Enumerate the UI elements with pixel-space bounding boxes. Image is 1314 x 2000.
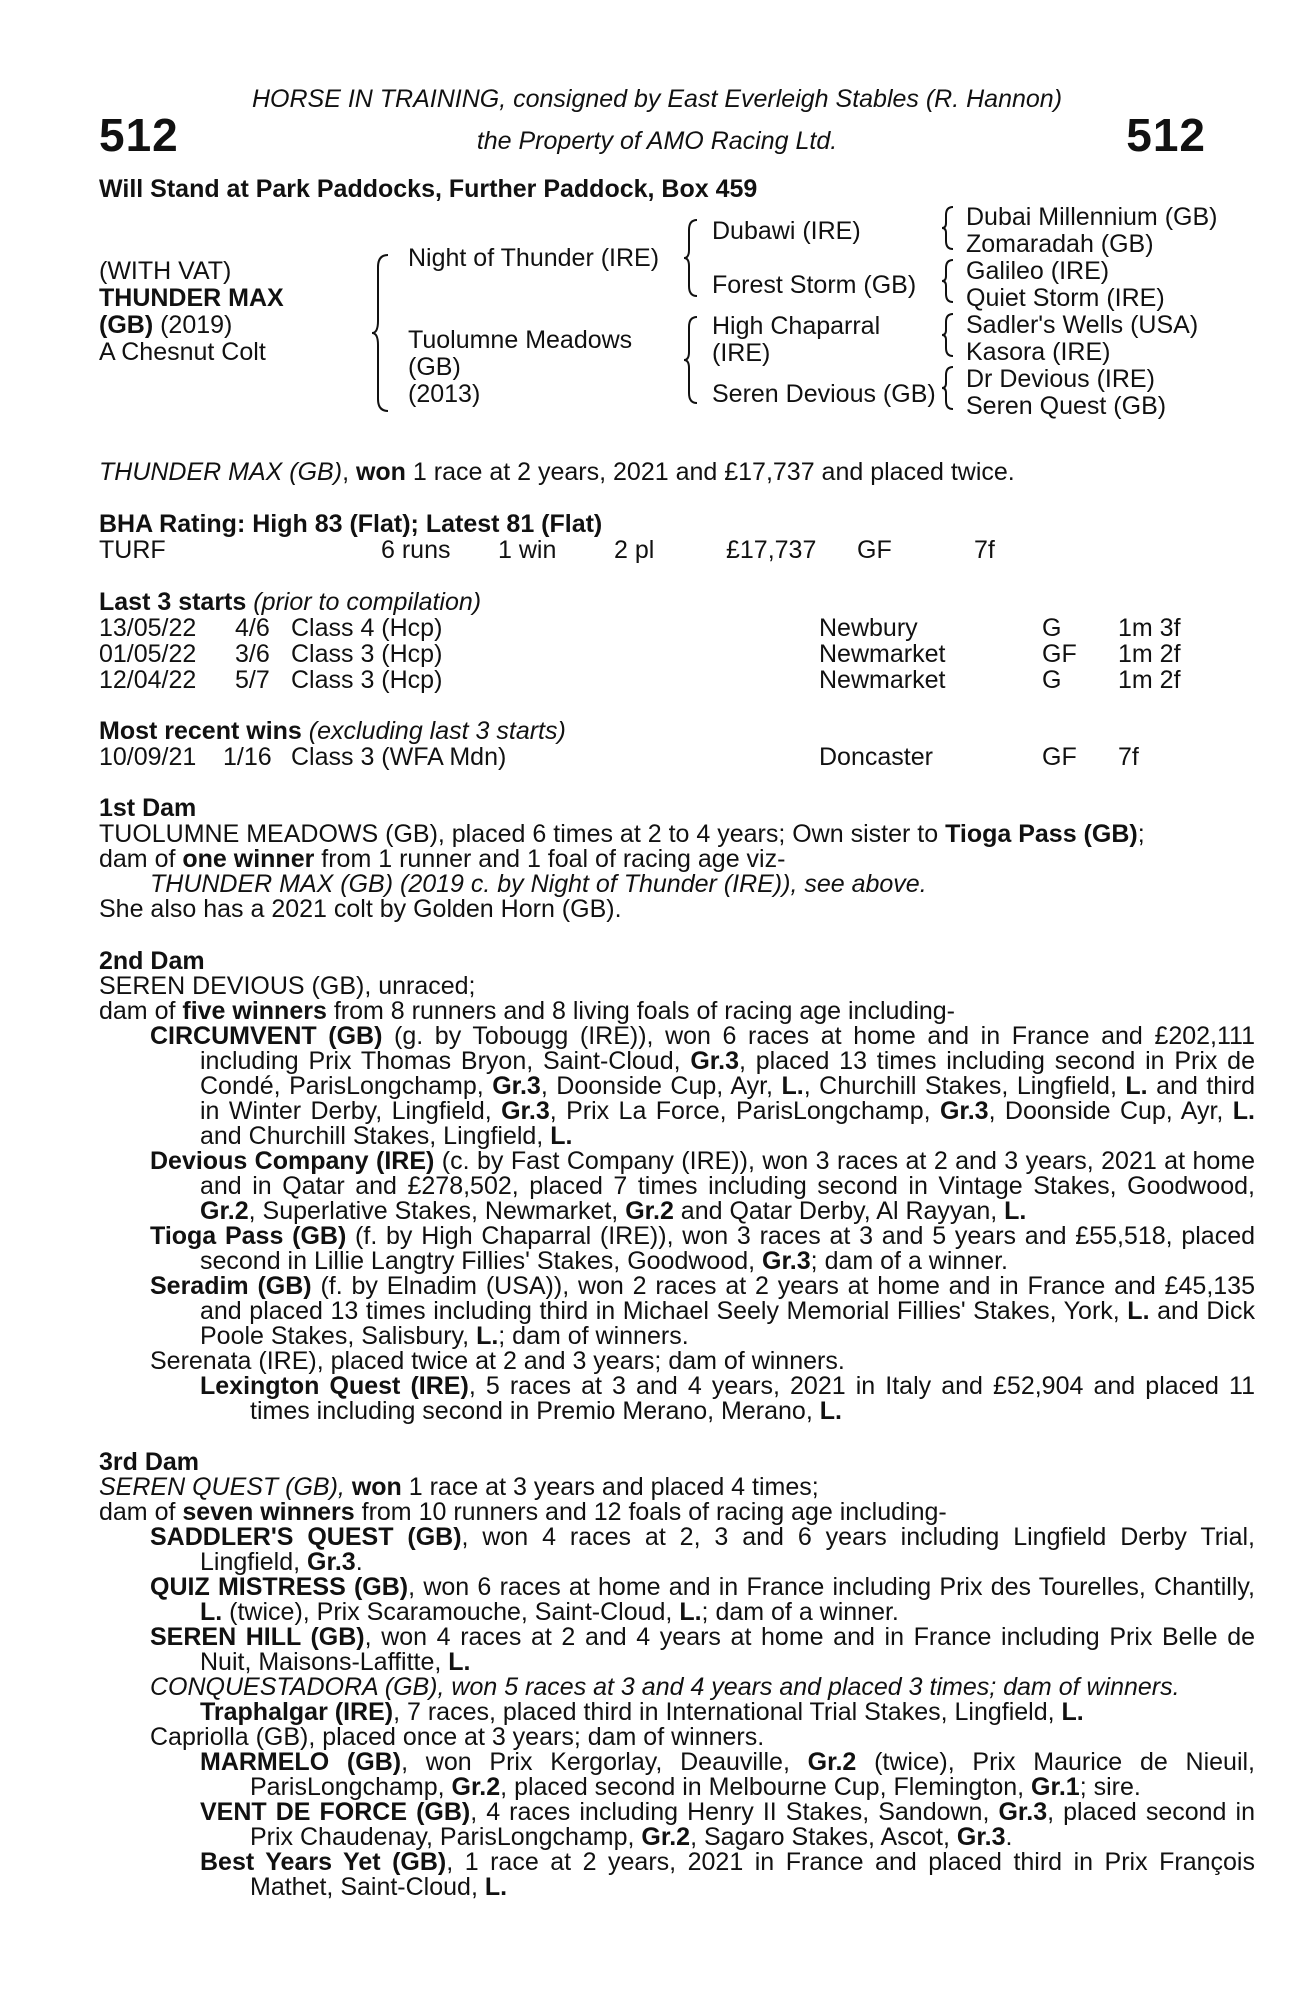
start-class: Class 3 (Hcp) [291,666,443,694]
pedigree-dam-line3: (2013) [408,380,481,408]
dam1-title: 1st Dam [99,794,197,822]
start-date: 12/04/22 [99,666,197,694]
start-going: G [1042,614,1062,642]
pedigree-g3-4: Quiet Storm (IRE) [966,284,1165,312]
win-course: Doncaster [819,743,933,771]
progeny-name: SEREN HILL (GB) [150,1623,365,1651]
start-distance: 1m 3f [1118,614,1181,642]
progeny-name: QUIZ MISTRESS (GB) [150,1573,409,1601]
pedigree-brace-dam [682,315,700,405]
pedigree-brace-g3-4 [940,365,956,411]
pedigree-g3-3: Galileo (IRE) [966,257,1110,285]
start-position: 5/7 [235,666,270,694]
pedigree-g3-1: Dubai Millennium (GB) [966,203,1218,231]
win-distance: 7f [1118,743,1139,771]
start-class: Class 4 (Hcp) [291,614,443,642]
pedigree-sire: Night of Thunder (IRE) [408,244,660,272]
pedigree-brace-sire [682,218,700,298]
pedigree-sire-dam: Forest Storm (GB) [712,271,917,299]
win-position: 1/16 [223,743,272,771]
dam1-winners: one winner [182,845,315,873]
progeny-devious-company: Devious Company (IRE) (c. by Fast Company (IRE)), won 3 races at 2 and 3 years, 2021 at home and in Qatar and £278,502, placed 7 times including second in Vintage Stakes, Goodwood, Gr.2, Superlative Stakes, Newmarket, Gr.2 and Qatar Derby, Al Rayyan, L. [150,1147,1256,1225]
start-row [99,668,1204,694]
last3-title: Last 3 starts [99,588,247,616]
pedigree-dam-sire-line2: (IRE) [712,339,771,367]
start-row [99,616,1204,642]
dam3-line2 [99,1500,947,1525]
win-class: Class 3 (WFA Mdn) [291,743,507,771]
horse-year: (2019) [153,311,233,339]
stat-wins: 1 win [498,536,557,564]
start-course: Newbury [819,614,918,642]
dam3-title: 3rd Dam [99,1448,200,1476]
dam2-text: from 8 runners and 8 living foals of racing age including- [326,997,955,1025]
progeny-conquestadora: CONQUESTADORA (GB), won 5 races at 3 and 4 years and placed 3 times; dam of winners. [150,1673,1180,1701]
last3-note: (prior to compilation) [246,588,482,616]
consignor-line: HORSE IN TRAINING, consigned by East Everleigh Stables (R. Hannon) [251,85,1063,113]
property-line: the Property of AMO Racing Ltd. [476,127,838,155]
pedigree-g3-7: Dr Devious (IRE) [966,365,1155,393]
dam1-foal-note: She also has a 2021 colt by Golden Horn (GB). [99,895,622,923]
start-distance: 1m 2f [1118,666,1181,694]
dam1-text: dam of [99,845,183,873]
dam3-text: 1 race at 3 years and placed 4 times; [401,1473,819,1501]
race-summary: THUNDER MAX (GB), won 1 race at 2 years, 2021 and £17,737 and placed twice. [99,458,1015,486]
start-going: G [1042,666,1062,694]
progeny-name: VENT DE FORCE (GB) [200,1798,471,1826]
progeny-quiz-mistress: QUIZ MISTRESS (GB), won 6 races at home and in France including Prix des Tourelles, Chantilly, L. (twice), Prix Scaramouche, Saint-Cloud, L.; dam of a winner. [150,1573,1255,1626]
progeny-name: CIRCUMVENT (GB) [150,1022,383,1050]
progeny-seradim: Seradim (GB) (f. by Elnadim (USA)), won 2 races at 2 years at home and in France and £45,135 and placed 13 times including third in Michael Seely Memorial Fillies' Stakes, York, L. and Dick Poole Stakes, Salisbury, L.; dam of winners. [150,1272,1255,1350]
pedigree-brace-g3-2 [940,258,956,304]
progeny-name: MARMELO (GB) [200,1748,402,1776]
win-row [99,745,1204,771]
start-position: 4/6 [235,614,270,642]
pedigree-g3-5: Sadler's Wells (USA) [966,311,1199,339]
dam2-winners: five winners [182,997,327,1025]
progeny-capriolla: Capriolla (GB), placed once at 3 years; dam of winners. [150,1723,765,1751]
progeny-name: Traphalgar (IRE) [200,1698,394,1726]
pedigree-g3-6: Kasora (IRE) [966,338,1111,366]
dam2-line1: SEREN DEVIOUS (GB), unraced; [99,972,476,1000]
bha-rating-title: BHA Rating: High 83 (Flat); Latest 81 (Flat) [99,510,603,538]
career-stats-row [99,538,1204,564]
progeny-vent-de-force: VENT DE FORCE (GB), 4 races including Henry II Stakes, Sandown, Gr.3, placed second in Prix Chaudenay, ParisLongchamp, Gr.2, Sagaro Stakes, Ascot, Gr.3. [200,1798,1255,1851]
progeny-saddlers-quest: SADDLER'S QUEST (GB), won 4 races at 2, 3 and 6 years including Lingfield Derby Trial, Lingfield, Gr.3. [150,1523,1255,1576]
progeny-lexington-quest: Lexington Quest (IRE), 5 races at 3 and 4 years, 2021 in Italy and £52,904 and placed 11 times including second in Premio Merano, Merano, L. [200,1372,1256,1425]
progeny-serenata: Serenata (IRE), placed twice at 2 and 3 years; dam of winners. [150,1347,845,1375]
progeny-best-years-yet: Best Years Yet (GB), 1 race at 2 years, 2021 in France and placed third in Prix François Mathet, Saint-Cloud, L. [200,1848,1255,1901]
progeny-name: SADDLER'S QUEST (GB) [150,1523,462,1551]
stand-location: Will Stand at Park Paddocks, Further Paddock, Box 459 [99,175,758,203]
lot-number-left: 512 [99,109,179,161]
pedigree-sire-sire: Dubawi (IRE) [712,217,861,245]
horse-name: THUNDER MAX [99,284,284,312]
horse-country: (GB) [99,311,154,339]
stat-runs: 6 runs [381,536,451,564]
dam1-punct: ; [1137,820,1145,848]
dam1-line1 [99,822,1145,847]
dam3-text: from 10 runners and 12 foals of racing age including- [354,1498,947,1526]
dam3-name: SEREN QUEST (GB), [99,1473,352,1501]
start-course: Newmarket [819,640,946,668]
progeny-name: Devious Company (IRE) [150,1147,435,1175]
progeny-marmelo: MARMELO (GB), won Prix Kergorlay, Deauville, Gr.2 (twice), Prix Maurice de Nieuil, ParisLongchamp, Gr.2, placed second in Melbourne Cup, Flemington, Gr.1; sire. [200,1748,1255,1801]
dam1-text: TUOLUMNE MEADOWS (GB), placed 6 times at 2 to 4 years; Own sister to [99,820,946,848]
dam3-won: won [351,1473,402,1501]
summary-rest: 1 race at 2 years, 2021 and £17,737 and placed twice. [405,458,1015,486]
win-going: GF [1042,743,1077,771]
start-row [99,642,1204,668]
recent-wins-note: (excluding last 3 starts) [301,717,566,745]
progeny-name: Best Years Yet (GB) [200,1848,447,1876]
dam2-title: 2nd Dam [99,947,205,975]
recent-wins-title: Most recent wins [99,717,302,745]
dam1-text: from 1 runner and 1 foal of racing age viz- [314,845,786,873]
summary-horse-name: THUNDER MAX (GB) [99,458,343,486]
progeny-circumvent: CIRCUMVENT (GB) (g. by Tobougg (IRE)), won 6 races at home and in France and £202,111 including Prix Thomas Bryon, Saint-Cloud, Gr.3, placed 13 times including second in Prix de Condé, ParisLongchamp, Gr.3, Doonside Cup, Ayr, L., Churchill Stakes, Lingfield, L. and third in Winter Derby, Lingfield, Gr.3, Prix La Force, ParisLongchamp, Gr.3, Doonside Cup, Ayr, L. and Churchill Stakes, Lingfield, L. [150,1022,1256,1150]
horse-country-year [99,313,232,338]
pedigree-brace-g3-1 [940,205,956,251]
progeny-name: Seradim (GB) [150,1272,312,1300]
pedigree-brace-main [370,253,392,413]
stat-earnings: £17,737 [726,536,817,564]
stat-placed: 2 pl [614,536,655,564]
dam3-text: dam of [99,1498,183,1526]
progeny-traphalgar: Traphalgar (IRE), 7 races, placed third in International Trial Stakes, Lingfield, L. [200,1698,1084,1726]
pedigree-dam-line1: Tuolumne Meadows [408,326,633,354]
pedigree-g3-8: Seren Quest (GB) [966,392,1167,420]
dam3-winners: seven winners [182,1498,355,1526]
start-going: GF [1042,640,1077,668]
progeny-name: Tioga Pass (GB) [150,1222,347,1250]
win-date: 10/09/21 [99,743,197,771]
progeny-seren-hill: SEREN HILL (GB), won 4 races at 2 and 4 years at home and in France including Prix Belle de Nuit, Maisons-Laffitte, L. [150,1623,1256,1676]
start-date: 01/05/22 [99,640,197,668]
progeny-name: Lexington Quest (IRE) [200,1372,469,1400]
progeny-tioga-pass: Tioga Pass (GB) (f. by High Chaparral (IRE)), won 3 races at 3 and 5 years and £55,518, placed second in Lillie Langtry Fillies' Stakes, Goodwood, Gr.3; dam of a winner. [150,1222,1256,1275]
stat-surface: TURF [99,536,166,564]
dam2-line2 [99,999,955,1024]
last3-heading [99,590,481,615]
pedigree-dam-sire-line1: High Chaparral [712,312,881,340]
dam2-text: dam of [99,997,183,1025]
pedigree-g3-2: Zomaradah (GB) [966,230,1154,258]
dam1-line2 [99,847,785,872]
start-course: Newmarket [819,666,946,694]
dam1-progeny: THUNDER MAX (GB) (2019 c. by Night of Thunder (IRE)), see above. [150,870,927,898]
start-distance: 1m 2f [1118,640,1181,668]
start-date: 13/05/22 [99,614,197,642]
stat-going: GF [857,536,892,564]
dam1-sibling: Tioga Pass (GB) [945,820,1138,848]
stat-distance: 7f [974,536,995,564]
start-position: 3/6 [235,640,270,668]
horse-description: A Chesnut Colt [99,338,266,366]
summary-won: won [355,458,406,486]
pedigree-dam-line2: (GB) [408,353,461,381]
dam3-line1 [99,1475,819,1500]
vat-note: (WITH VAT) [99,257,232,285]
pedigree-dam-dam: Seren Devious (GB) [712,380,936,408]
start-class: Class 3 (Hcp) [291,640,443,668]
recent-wins-heading [99,719,566,744]
pedigree-brace-g3-3 [940,312,956,358]
lot-number-right: 512 [1126,109,1206,161]
